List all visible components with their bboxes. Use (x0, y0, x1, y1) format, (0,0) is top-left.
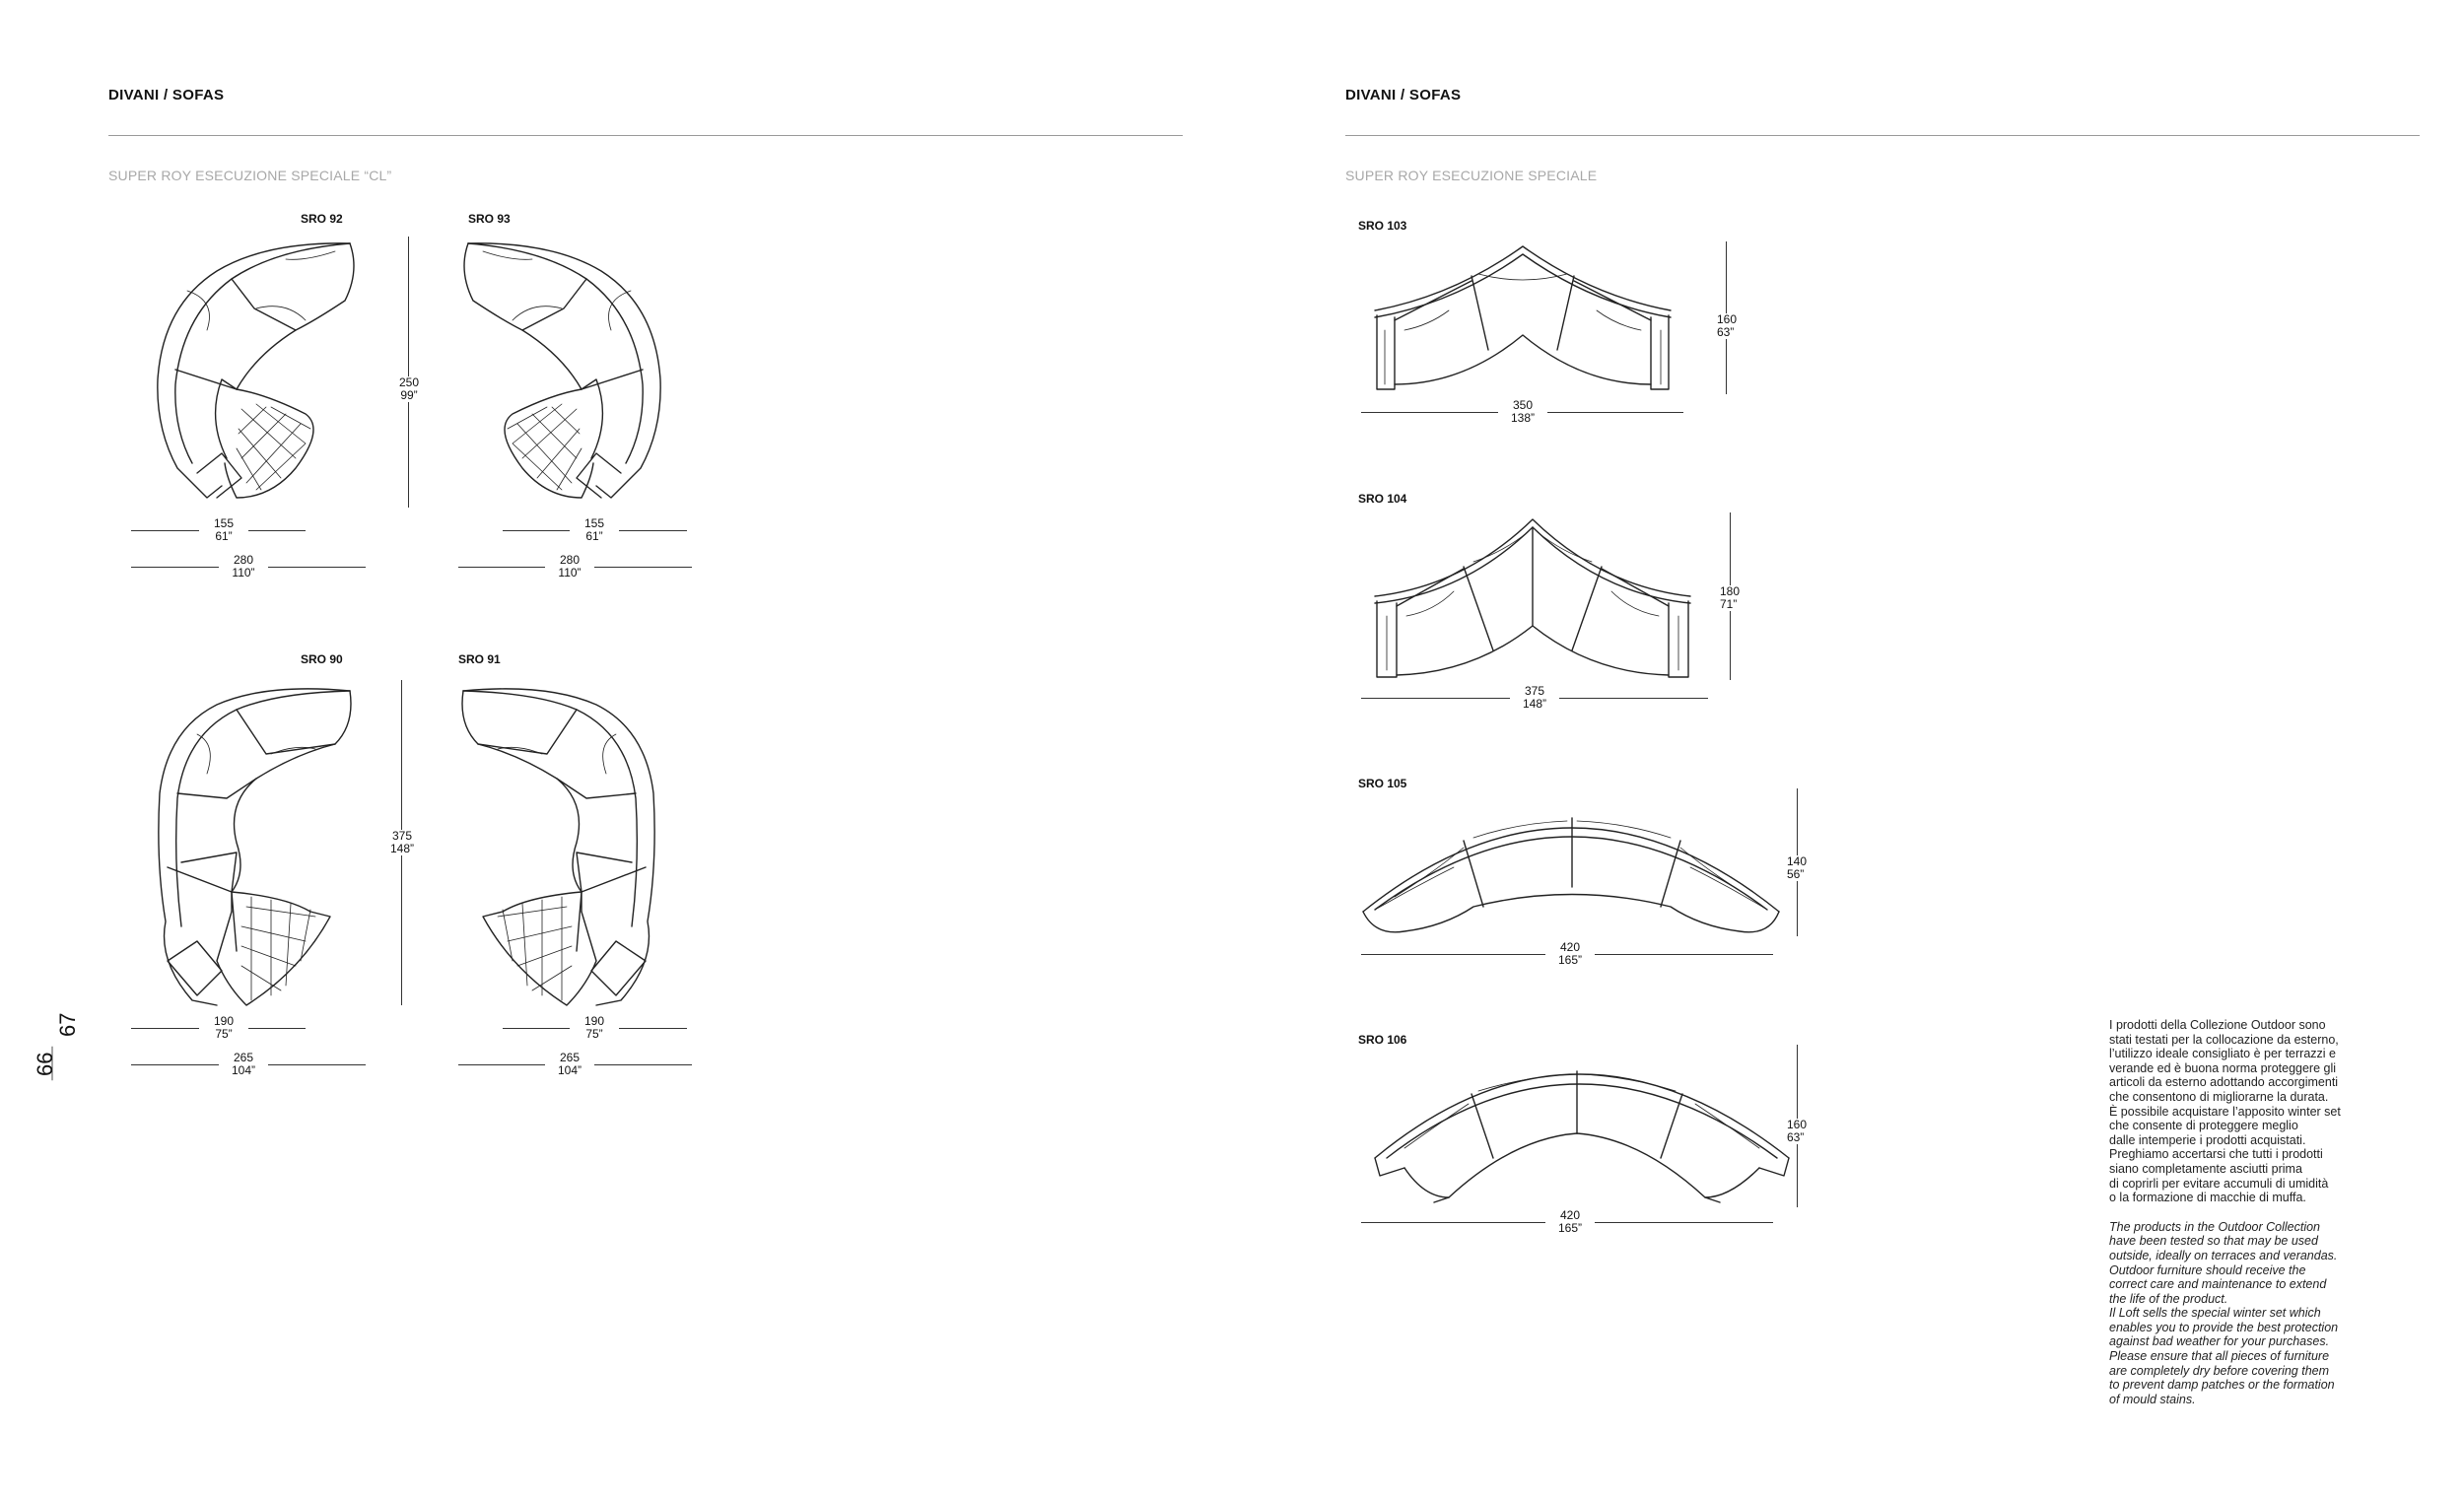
sro90-width-dim: 265 104” (219, 1052, 268, 1077)
sro105-width-dim: 420 165” (1545, 941, 1595, 967)
left-page-subtitle: SUPER ROY ESECUZIONE SPECIALE “CL” (108, 168, 392, 183)
sro104-width-dim: 375 148” (1510, 685, 1559, 711)
sro93-code: SRO 93 (468, 212, 511, 226)
sro91-width-dim: 265 104” (545, 1052, 594, 1077)
top-height-dim: 250 99” (384, 376, 434, 402)
sro106-height-dim: 160 63” (1787, 1118, 1808, 1144)
sro105-height-dim: 140 56” (1787, 854, 1808, 881)
sro104-height-dim: 180 71” (1720, 584, 1741, 611)
outdoor-info-english: The products in the Outdoor Collection have been tested so that may be used outside, ideally on terraces and verandas. Outdoor furniture should receive the correct care and maintenance to extend the life of the product. Il Loft sells the special winter set which enables you to provide the best protection against bad weather for your purchases. Please ensure that all pieces of furniture are completely dry before covering them to prevent damp patches or the formation of mould stains. (2109, 1219, 2339, 1406)
sro105-drawing (1355, 793, 1799, 946)
right-page-title: DIVANI / SOFAS (1345, 87, 1462, 103)
sro105-code: SRO 105 (1358, 777, 1407, 790)
sro91-code: SRO 91 (458, 652, 501, 666)
right-title-rule (1345, 135, 2420, 136)
sro92-depth-dim: 155 61” (199, 517, 248, 543)
sro106-drawing (1355, 1050, 1799, 1217)
sro91-depth-dim: 190 75” (570, 1015, 619, 1041)
sro103-width-dim: 350 138” (1498, 399, 1547, 425)
sro103-height-dim: 160 63” (1717, 312, 1738, 339)
sro93-width-dim: 280 110” (545, 554, 594, 580)
left-title-rule (108, 135, 1183, 136)
sro92-drawing (148, 232, 375, 508)
sro106-width-dim: 420 165” (1545, 1209, 1595, 1235)
page-number-left: 66 (33, 1052, 57, 1076)
page-number-right: 67 (55, 1012, 80, 1037)
right-page-subtitle: SUPER ROY ESECUZIONE SPECIALE (1345, 168, 1598, 183)
sro90-drawing (138, 675, 365, 1015)
sro90-depth-dim: 190 75” (199, 1015, 248, 1041)
sro104-code: SRO 104 (1358, 492, 1407, 506)
sro93-drawing (458, 232, 685, 508)
page-numbers (28, 1012, 80, 1135)
sro104-drawing (1355, 508, 1710, 685)
sro92-code: SRO 92 (301, 212, 343, 226)
sro103-drawing (1355, 237, 1690, 404)
left-page-title: DIVANI / SOFAS (108, 87, 225, 103)
sro90-code: SRO 90 (301, 652, 343, 666)
outdoor-info-italian: I prodotti della Collezione Outdoor sono stati testati per la collocazione da esterno, l’utilizzo ideale consigliato è per terrazzi e verande ed è buona norma proteggere gli articoli da esterno adottando accorgimenti che consentono di migliorarne la durata. È possibile acquistare l’apposito winter set che consente di proteggere meglio dalle intemperie i prodotti acquistati. Preghiamo accertarsi che tutti i prodotti siano completamente asciutti prima di coprirli per evitare accumuli di umidità o la formazione di macchie di muffa. (2109, 1018, 2341, 1205)
top-height-line (408, 237, 409, 508)
sro92-width-dim: 280 110” (219, 554, 268, 580)
bottom-height-dim: 375 148” (377, 830, 427, 855)
sro93-depth-dim: 155 61” (570, 517, 619, 543)
sro106-code: SRO 106 (1358, 1033, 1407, 1047)
sro103-code: SRO 103 (1358, 219, 1407, 233)
outdoor-info (2109, 1018, 2395, 1421)
sro91-drawing (453, 675, 690, 1015)
